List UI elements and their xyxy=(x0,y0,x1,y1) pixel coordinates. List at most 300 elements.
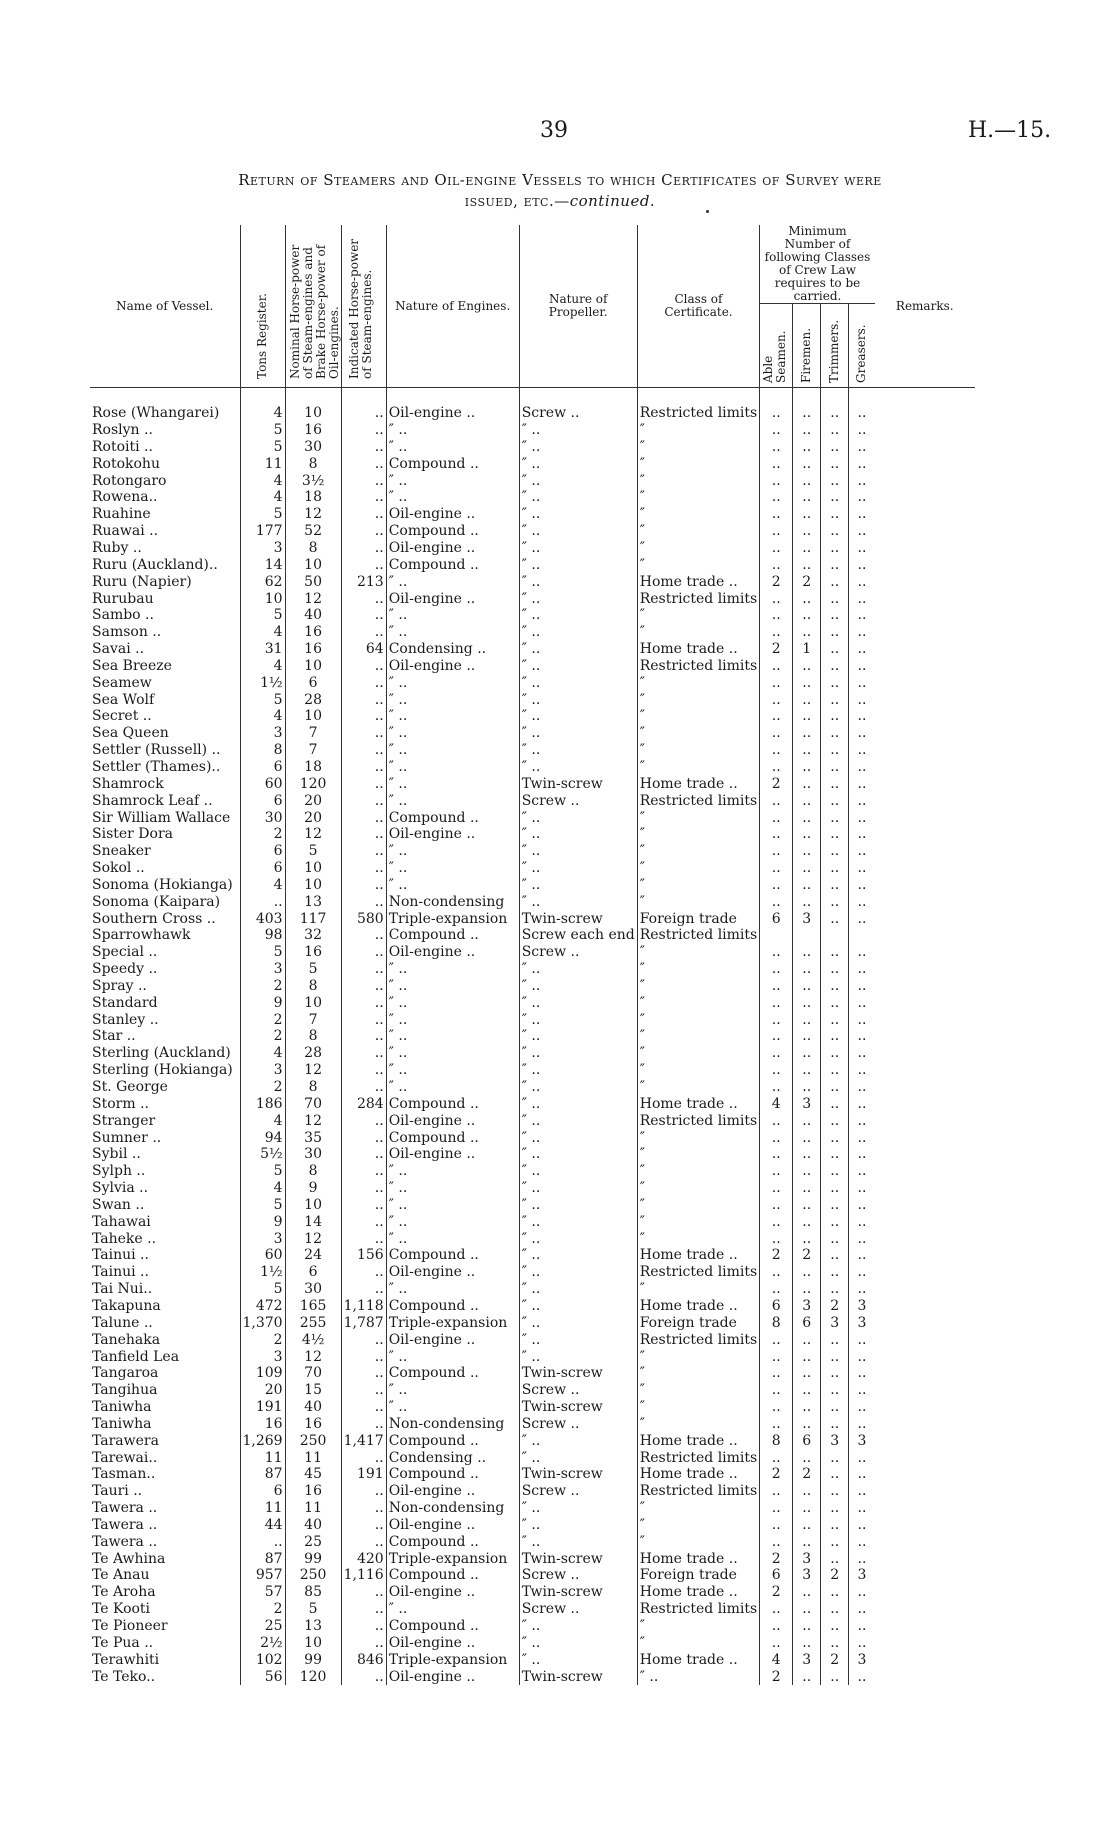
stray-dot xyxy=(706,210,709,213)
table-row xyxy=(90,1331,975,1348)
remarks-cell xyxy=(875,1449,975,1466)
greasers-cell: .. xyxy=(849,1180,875,1197)
col-able-seamen-header xyxy=(760,304,793,388)
firemen-cell: .. xyxy=(793,1500,821,1517)
tons-register-cell: 6 xyxy=(240,1483,285,1500)
able-seamen-cell: .. xyxy=(760,691,793,708)
indicated-hp-cell: .. xyxy=(341,978,386,995)
vessel-name-cell: Tawera .. xyxy=(92,1533,158,1550)
engine-type-cell: Compound .. xyxy=(386,1365,519,1382)
vessel-name-cell: Sister Dora xyxy=(92,826,173,843)
trimmers-cell: .. xyxy=(821,1550,849,1567)
firemen-cell: .. xyxy=(793,708,821,725)
greasers-cell: .. xyxy=(849,893,875,910)
propeller-type-cell: ″ .. xyxy=(519,1348,637,1365)
nominal-hp-cell: 165 xyxy=(285,1298,341,1315)
firemen-cell: .. xyxy=(793,1163,821,1180)
remarks-cell xyxy=(875,1432,975,1449)
certificate-class-cell: ″ xyxy=(637,1533,760,1550)
greasers-cell: 3 xyxy=(849,1651,875,1668)
certificate-class-cell: ″ xyxy=(637,472,760,489)
trimmers-cell: .. xyxy=(821,1634,849,1651)
greasers-cell: .. xyxy=(849,1517,875,1534)
remarks-cell xyxy=(875,573,975,590)
firemen-cell: .. xyxy=(793,826,821,843)
tons-register-cell: 2 xyxy=(240,1028,285,1045)
certificate-class-cell: Home trade .. xyxy=(637,1432,760,1449)
propeller-type-cell: ″ .. xyxy=(519,439,637,456)
tons-register-cell: 30 xyxy=(240,809,285,826)
engine-type-cell: ″ .. xyxy=(386,843,519,860)
table-row xyxy=(90,556,975,573)
greasers-cell: .. xyxy=(849,1331,875,1348)
remarks-cell xyxy=(875,1281,975,1298)
certificate-class-cell: ″ xyxy=(637,978,760,995)
trimmers-cell xyxy=(821,927,849,944)
engine-type-cell: ″ .. xyxy=(386,708,519,725)
engine-type-cell: ″ .. xyxy=(386,792,519,809)
firemen-cell: .. xyxy=(793,658,821,675)
certificate-class-cell: ″ xyxy=(637,1348,760,1365)
propeller-type-cell: ″ .. xyxy=(519,809,637,826)
tons-register-cell: 5 xyxy=(240,439,285,456)
vessel-name-cell: Ruru (Auckland).. xyxy=(92,556,218,573)
vessel-name-cell: Tangihua xyxy=(92,1382,158,1399)
able-seamen-cell: .. xyxy=(760,994,793,1011)
tons-register-cell: 4 xyxy=(240,876,285,893)
nominal-hp-cell: 8 xyxy=(285,978,341,995)
able-seamen-cell: .. xyxy=(760,1112,793,1129)
able-seamen-cell xyxy=(760,927,793,944)
able-seamen-cell: .. xyxy=(760,674,793,691)
tons-register-cell: 191 xyxy=(240,1399,285,1416)
tons-register-cell: 5 xyxy=(240,1281,285,1298)
firemen-cell: .. xyxy=(793,1618,821,1635)
table-row xyxy=(90,826,975,843)
tons-register-cell: 10 xyxy=(240,590,285,607)
certificate-class-cell: ″ xyxy=(637,1079,760,1096)
certificate-class-cell: ″ xyxy=(637,1213,760,1230)
col-trimmers-label: Trimmers. xyxy=(827,319,842,383)
engine-type-cell: Compound .. xyxy=(386,1618,519,1635)
nominal-hp-cell: 12 xyxy=(285,1230,341,1247)
able-seamen-cell: 2 xyxy=(760,1466,793,1483)
tons-register-cell: 2 xyxy=(240,1601,285,1618)
engine-type-cell: ″ .. xyxy=(386,1180,519,1197)
engine-type-cell: ″ .. xyxy=(386,994,519,1011)
remarks-cell xyxy=(875,1062,975,1079)
nominal-hp-cell: 11 xyxy=(285,1449,341,1466)
certificate-class-cell: Restricted limits xyxy=(637,1331,760,1348)
nominal-hp-cell: 16 xyxy=(285,624,341,641)
tons-register-cell: 3 xyxy=(240,725,285,742)
tons-register-cell: 9 xyxy=(240,1213,285,1230)
greasers-cell: .. xyxy=(849,624,875,641)
engine-type-cell: Oil-engine .. xyxy=(386,1112,519,1129)
trimmers-cell: .. xyxy=(821,792,849,809)
table-row xyxy=(90,674,975,691)
certificate-class-cell: ″ xyxy=(637,742,760,759)
vessel-name-cell: Savai .. xyxy=(92,641,145,658)
vessel-name-cell: Sir William Wallace xyxy=(92,809,231,826)
firemen-cell: .. xyxy=(793,1382,821,1399)
greasers-cell: .. xyxy=(849,1399,875,1416)
indicated-hp-cell: .. xyxy=(341,1618,386,1635)
firemen-cell: .. xyxy=(793,455,821,472)
nominal-hp-cell: 20 xyxy=(285,792,341,809)
greasers-cell: .. xyxy=(849,1466,875,1483)
indicated-hp-cell: .. xyxy=(341,1028,386,1045)
greasers-cell: .. xyxy=(849,725,875,742)
nominal-hp-cell: 40 xyxy=(285,1517,341,1534)
table-row xyxy=(90,658,975,675)
firemen-cell: .. xyxy=(793,1213,821,1230)
indicated-hp-cell: .. xyxy=(341,674,386,691)
engine-type-cell: ″ .. xyxy=(386,422,519,439)
engine-type-cell: Oil-engine .. xyxy=(386,1146,519,1163)
propeller-type-cell: ″ .. xyxy=(519,573,637,590)
engine-type-cell: Oil-engine .. xyxy=(386,944,519,961)
propeller-type-cell: Twin-screw xyxy=(519,1584,637,1601)
nominal-hp-cell: 16 xyxy=(285,1483,341,1500)
nominal-hp-cell: 40 xyxy=(285,607,341,624)
nominal-hp-cell: 13 xyxy=(285,893,341,910)
certificate-class-cell: ″ xyxy=(637,860,760,877)
nominal-hp-cell: 6 xyxy=(285,674,341,691)
certificate-class-cell: Home trade .. xyxy=(637,1550,760,1567)
greasers-cell: .. xyxy=(849,910,875,927)
table-row xyxy=(90,1045,975,1062)
propeller-type-cell: Twin-screw xyxy=(519,1365,637,1382)
remarks-cell xyxy=(875,792,975,809)
certificate-class-cell: Restricted limits xyxy=(637,927,760,944)
certificate-class-cell: ″ xyxy=(637,1129,760,1146)
col-indicated-hp-label: Indicated Horse-power of Steam-engines. xyxy=(346,238,374,379)
certificate-class-cell: Restricted limits xyxy=(637,1601,760,1618)
able-seamen-cell: .. xyxy=(760,1618,793,1635)
trimmers-cell: .. xyxy=(821,1584,849,1601)
table-row xyxy=(90,759,975,776)
nominal-hp-cell: 16 xyxy=(285,641,341,658)
tons-register-cell: 20 xyxy=(240,1382,285,1399)
vessel-name-cell: Sokol .. xyxy=(92,860,145,877)
indicated-hp-cell: .. xyxy=(341,624,386,641)
propeller-type-cell: Twin-screw xyxy=(519,1668,637,1685)
greasers-cell: .. xyxy=(849,759,875,776)
nominal-hp-cell: 250 xyxy=(285,1567,341,1584)
remarks-cell xyxy=(875,1079,975,1096)
greasers-cell: .. xyxy=(849,455,875,472)
engine-type-cell: Triple-expansion xyxy=(386,1651,519,1668)
greasers-cell: .. xyxy=(849,472,875,489)
greasers-cell: .. xyxy=(849,1112,875,1129)
certificate-class-cell: ″ xyxy=(637,708,760,725)
firemen-cell: .. xyxy=(793,961,821,978)
tons-register-cell: 2 xyxy=(240,826,285,843)
indicated-hp-cell: .. xyxy=(341,708,386,725)
remarks-cell xyxy=(875,1584,975,1601)
propeller-type-cell: ″ .. xyxy=(519,472,637,489)
propeller-type-cell: ″ .. xyxy=(519,1197,637,1214)
trimmers-cell: 2 xyxy=(821,1567,849,1584)
table-row xyxy=(90,523,975,540)
firemen-cell: 2 xyxy=(793,1247,821,1264)
firemen-cell: .. xyxy=(793,1045,821,1062)
engine-type-cell: Compound .. xyxy=(386,1247,519,1264)
engine-type-cell: Condensing .. xyxy=(386,641,519,658)
remarks-cell xyxy=(875,826,975,843)
tons-register-cell: 25 xyxy=(240,1618,285,1635)
greasers-cell: .. xyxy=(849,1264,875,1281)
certificate-class-cell: ″ xyxy=(637,843,760,860)
greasers-cell: .. xyxy=(849,1550,875,1567)
certificate-class-cell: ″ xyxy=(637,759,760,776)
propeller-type-cell: ″ .. xyxy=(519,961,637,978)
remarks-cell xyxy=(875,1466,975,1483)
col-greasers-label: Greasers. xyxy=(854,324,869,383)
table-row xyxy=(90,725,975,742)
greasers-cell: .. xyxy=(849,607,875,624)
table-row xyxy=(90,590,975,607)
greasers-cell: .. xyxy=(849,978,875,995)
table-row xyxy=(90,843,975,860)
engine-type-cell: ″ .. xyxy=(386,573,519,590)
vessel-name-cell: Taniwha xyxy=(92,1399,152,1416)
nominal-hp-cell: 10 xyxy=(285,1634,341,1651)
engine-type-cell: ″ .. xyxy=(386,607,519,624)
engine-type-cell: Oil-engine .. xyxy=(386,1264,519,1281)
remarks-cell xyxy=(875,1011,975,1028)
certificate-class-cell: Home trade .. xyxy=(637,775,760,792)
trimmers-cell: .. xyxy=(821,405,849,422)
trimmers-cell: .. xyxy=(821,1365,849,1382)
trimmers-cell: .. xyxy=(821,994,849,1011)
able-seamen-cell: .. xyxy=(760,607,793,624)
engine-type-cell: Compound .. xyxy=(386,1567,519,1584)
table-row xyxy=(90,1314,975,1331)
col-engines-header: Nature of Engines. xyxy=(386,225,519,388)
vessel-name-cell: Te Pua .. xyxy=(92,1634,154,1651)
greasers-cell: .. xyxy=(849,523,875,540)
indicated-hp-cell: .. xyxy=(341,472,386,489)
able-seamen-cell: .. xyxy=(760,1028,793,1045)
vessel-name-cell: Settler (Russell) .. xyxy=(92,742,221,759)
nominal-hp-cell: 10 xyxy=(285,1197,341,1214)
firemen-cell: .. xyxy=(793,1634,821,1651)
propeller-type-cell: ″ .. xyxy=(519,556,637,573)
vessel-name-cell: Sylvia .. xyxy=(92,1180,149,1197)
remarks-cell xyxy=(875,1483,975,1500)
certificate-class-cell: ″ xyxy=(637,893,760,910)
remarks-cell xyxy=(875,1533,975,1550)
engine-type-cell: ″ .. xyxy=(386,1163,519,1180)
trimmers-cell: 2 xyxy=(821,1651,849,1668)
page-title xyxy=(120,170,1000,212)
remarks-cell xyxy=(875,1517,975,1534)
trimmers-cell: .. xyxy=(821,422,849,439)
engine-type-cell: Compound .. xyxy=(386,809,519,826)
certificate-class-cell: Restricted limits xyxy=(637,1264,760,1281)
engine-type-cell: ″ .. xyxy=(386,775,519,792)
remarks-cell xyxy=(875,607,975,624)
engine-type-cell: ″ .. xyxy=(386,1399,519,1416)
propeller-type-cell: Twin-screw xyxy=(519,1399,637,1416)
tons-register-cell: 177 xyxy=(240,523,285,540)
certificate-class-cell: ″ xyxy=(637,624,760,641)
propeller-type-cell: ″ .. xyxy=(519,590,637,607)
firemen-cell: .. xyxy=(793,1415,821,1432)
greasers-cell: .. xyxy=(849,809,875,826)
trimmers-cell: .. xyxy=(821,809,849,826)
vessel-name-cell: Rotokohu xyxy=(92,455,160,472)
engine-type-cell: Non-condensing xyxy=(386,1415,519,1432)
engine-type-cell: ″ .. xyxy=(386,674,519,691)
remarks-cell xyxy=(875,1163,975,1180)
vessel-name-cell: Tasman.. xyxy=(92,1466,156,1483)
engine-type-cell: Compound .. xyxy=(386,1129,519,1146)
vessel-name-cell: Ruru (Napier) xyxy=(92,573,192,590)
greasers-cell: .. xyxy=(849,994,875,1011)
propeller-type-cell: ″ .. xyxy=(519,1045,637,1062)
table-row xyxy=(90,809,975,826)
trimmers-cell: .. xyxy=(821,961,849,978)
engine-type-cell: Oil-engine .. xyxy=(386,1584,519,1601)
engine-type-cell: ″ .. xyxy=(386,1230,519,1247)
vessel-name-cell: Sylph .. xyxy=(92,1163,146,1180)
certificate-class-cell: Foreign trade xyxy=(637,1314,760,1331)
propeller-type-cell: ″ .. xyxy=(519,1618,637,1635)
remarks-cell xyxy=(875,489,975,506)
nominal-hp-cell: 45 xyxy=(285,1466,341,1483)
vessel-name-cell: Shamrock Leaf .. xyxy=(92,792,213,809)
propeller-type-cell: ″ .. xyxy=(519,691,637,708)
propeller-type-cell: ″ .. xyxy=(519,1634,637,1651)
trimmers-cell: .. xyxy=(821,489,849,506)
table-row xyxy=(90,506,975,523)
trimmers-cell: .. xyxy=(821,1483,849,1500)
engine-type-cell: Compound .. xyxy=(386,1466,519,1483)
greasers-cell: .. xyxy=(849,1601,875,1618)
tons-register-cell: 4 xyxy=(240,658,285,675)
greasers-cell: .. xyxy=(849,405,875,422)
trimmers-cell: .. xyxy=(821,1180,849,1197)
propeller-type-cell: ″ .. xyxy=(519,641,637,658)
table-row xyxy=(90,742,975,759)
tons-register-cell: 4 xyxy=(240,405,285,422)
firemen-cell: .. xyxy=(793,1517,821,1534)
propeller-type-cell: ″ .. xyxy=(519,978,637,995)
certificate-class-cell: Home trade .. xyxy=(637,641,760,658)
engine-type-cell: Oil-engine .. xyxy=(386,590,519,607)
nominal-hp-cell: 16 xyxy=(285,422,341,439)
certificate-class-cell: Restricted limits xyxy=(637,1483,760,1500)
engine-type-cell: ″ .. xyxy=(386,759,519,776)
vessel-name-cell: Tanfield Lea xyxy=(92,1348,180,1365)
remarks-cell xyxy=(875,1298,975,1315)
indicated-hp-cell: .. xyxy=(341,1112,386,1129)
table-row xyxy=(90,422,975,439)
propeller-type-cell: Twin-screw xyxy=(519,775,637,792)
able-seamen-cell: .. xyxy=(760,725,793,742)
firemen-cell: .. xyxy=(793,1197,821,1214)
nominal-hp-cell: 30 xyxy=(285,439,341,456)
firemen-cell: .. xyxy=(793,523,821,540)
table-row xyxy=(90,1601,975,1618)
indicated-hp-cell: .. xyxy=(341,658,386,675)
remarks-cell xyxy=(875,978,975,995)
firemen-cell: .. xyxy=(793,876,821,893)
firemen-cell: .. xyxy=(793,1399,821,1416)
certificate-class-cell: ″ xyxy=(637,876,760,893)
certificate-class-cell: ″ xyxy=(637,1618,760,1635)
table-row xyxy=(90,405,975,422)
nominal-hp-cell: 250 xyxy=(285,1432,341,1449)
remarks-cell xyxy=(875,944,975,961)
certificate-class-cell: ″ xyxy=(637,1365,760,1382)
able-seamen-cell: .. xyxy=(760,624,793,641)
tons-register-cell: 1,370 xyxy=(240,1314,285,1331)
remarks-cell xyxy=(875,405,975,422)
indicated-hp-cell: .. xyxy=(341,843,386,860)
tons-register-cell: 62 xyxy=(240,573,285,590)
greasers-cell: .. xyxy=(849,1382,875,1399)
trimmers-cell: .. xyxy=(821,725,849,742)
able-seamen-cell: .. xyxy=(760,1601,793,1618)
indicated-hp-cell: .. xyxy=(341,1483,386,1500)
engine-type-cell: Oil-engine .. xyxy=(386,405,519,422)
indicated-hp-cell: .. xyxy=(341,809,386,826)
trimmers-cell: .. xyxy=(821,540,849,557)
indicated-hp-cell: .. xyxy=(341,1230,386,1247)
table-row xyxy=(90,893,975,910)
certificate-class-cell: ″ xyxy=(637,1062,760,1079)
col-able-seamen-label: Able Seamen. xyxy=(761,330,789,383)
trimmers-cell: .. xyxy=(821,556,849,573)
firemen-cell: 3 xyxy=(793,1298,821,1315)
table-row xyxy=(90,1567,975,1584)
greasers-cell: .. xyxy=(849,1483,875,1500)
remarks-cell xyxy=(875,455,975,472)
able-seamen-cell: .. xyxy=(760,1180,793,1197)
tons-register-cell: 5 xyxy=(240,422,285,439)
indicated-hp-cell: .. xyxy=(341,927,386,944)
vessel-name-cell: Tawera .. xyxy=(92,1516,158,1533)
table-row xyxy=(90,1180,975,1197)
greasers-cell: .. xyxy=(849,1079,875,1096)
certificate-class-cell: ″ xyxy=(637,1230,760,1247)
propeller-type-cell: ″ .. xyxy=(519,994,637,1011)
vessel-name-cell: Special .. xyxy=(92,944,158,961)
able-seamen-cell: .. xyxy=(760,1264,793,1281)
tons-register-cell: 6 xyxy=(240,792,285,809)
vessel-name-cell: Sambo .. xyxy=(92,607,154,624)
able-seamen-cell: .. xyxy=(760,1331,793,1348)
engine-type-cell: Oil-engine .. xyxy=(386,1483,519,1500)
greasers-cell: .. xyxy=(849,1011,875,1028)
certificate-class-cell: ″ xyxy=(637,1399,760,1416)
remarks-cell xyxy=(875,641,975,658)
greasers-cell: .. xyxy=(849,1230,875,1247)
greasers-cell: .. xyxy=(849,489,875,506)
engine-type-cell: ″ .. xyxy=(386,1213,519,1230)
greasers-cell: .. xyxy=(849,1062,875,1079)
certificate-class-cell: Home trade .. xyxy=(637,1651,760,1668)
trimmers-cell: .. xyxy=(821,1213,849,1230)
propeller-type-cell: ″ .. xyxy=(519,422,637,439)
nominal-hp-cell: 99 xyxy=(285,1550,341,1567)
tons-register-cell: 6 xyxy=(240,759,285,776)
tons-register-cell: 4 xyxy=(240,1112,285,1129)
